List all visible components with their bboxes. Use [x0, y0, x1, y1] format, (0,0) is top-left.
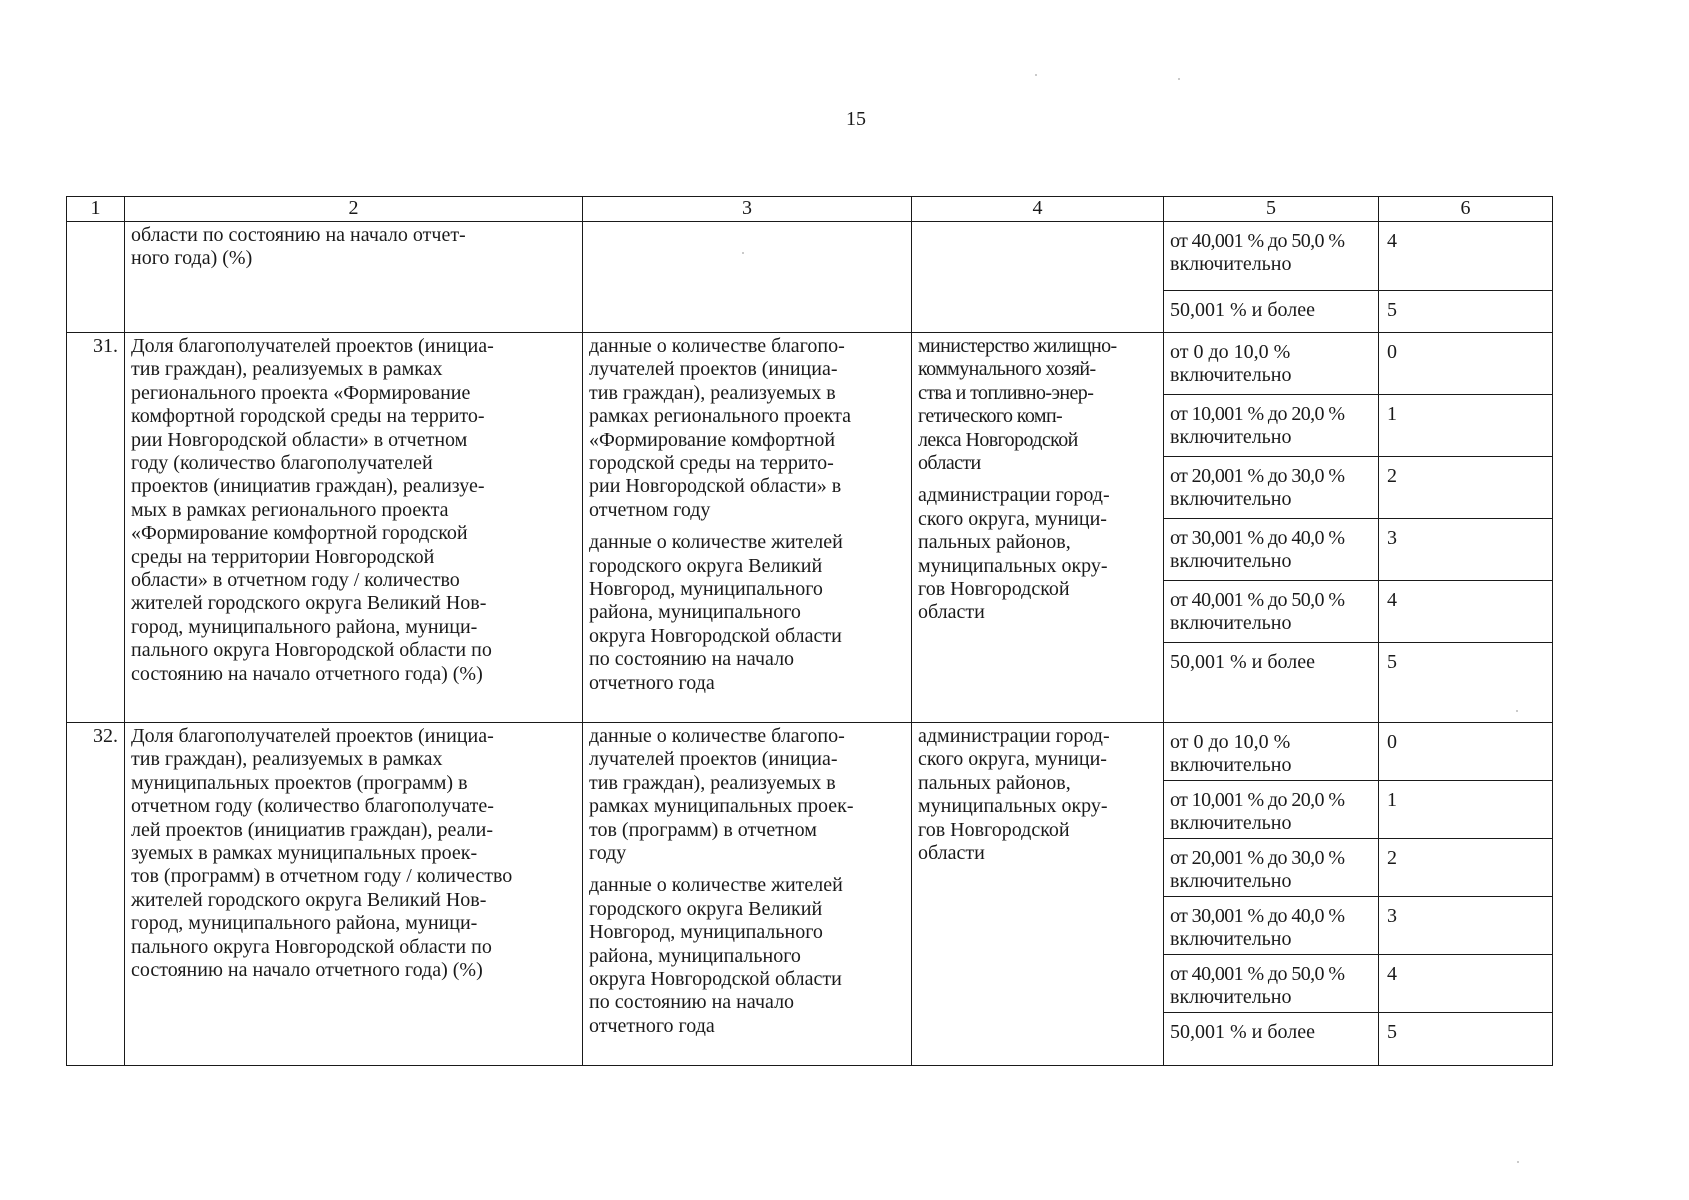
indicator-text: Доля благополучателей проектов (инициа- тив граждан), реализуемых в рамках регионального проекта «Формирование комфортной городской среды на террито- рии Новгородской области» в отчетном году (количество благополучателей проектов (инициатив граждан), реализуе- мых в рамках регионального проекта «Формирование комфортной городской среды на территории Новгородской области» в отчетном году / количество жителей городского округа Великий Нов- город, муниципального района, муници- пального округа Новгородской области по состоянию на начало отчетного года) (%) [125, 333, 583, 723]
criterion-range [1164, 723, 1379, 781]
criterion-range-text: 50,001 % и более [1170, 1021, 1316, 1043]
indicator-text: Доля благополучателей проектов (инициа- тив граждан), реализуемых в рамках муниципальных проектов (программ) в отчетном году (количество благополучате- лей проектов (инициатив граждан), реали- зуемых в рамках муниципальных проек- тов (программ) в отчетном году / количество жителей городского округа Великий Нов- город, муниципального района, муници- пального округа Новгородской области по состоянию на начало отчетного года) (%) [125, 723, 583, 1066]
indicator-row-31 [67, 333, 1553, 395]
column-number: 6 [1379, 197, 1553, 222]
criterion-range [1164, 897, 1379, 955]
data-source-text: данные о количестве благопо- лучателей проектов (инициа- тив граждан), реализуемых в рамках муниципальных проек- тов (программ) в отчетном году [589, 725, 854, 865]
indicators-table [66, 196, 1553, 1066]
criterion-range [1164, 457, 1379, 519]
criterion-range-text: от 40,001 % до 50,0 % [1170, 230, 1345, 252]
scan-speck [1517, 1161, 1519, 1163]
criterion-points: 0 [1379, 333, 1553, 395]
criterion-range-tail: включительно [1170, 550, 1292, 573]
column-number: 3 [583, 197, 912, 222]
column-number-row [67, 197, 1553, 222]
row-number: 32. [67, 723, 125, 1066]
indicator-text-continued: области по состоянию на начало отчет- ного года) (%) [125, 222, 583, 333]
criterion-range-tail: включительно [1170, 426, 1292, 449]
data-source-cell [583, 333, 912, 723]
criterion-range-tail: включительно [1170, 986, 1292, 1009]
criterion-range [1164, 955, 1379, 1013]
criterion-range-tail: включительно [1170, 364, 1292, 387]
data-source-text: данные о количестве жителей городского округа Великий Новгород, муниципального района, муниципального округа Новгородской области по состоянию на начало отчетного года [589, 874, 843, 1037]
criterion-range [1164, 519, 1379, 581]
criteria-row [67, 222, 1553, 291]
responsible-text: администрации город- ского округа, муници- пальных районов, муниципальных окру- гов Новгородской области [918, 725, 1110, 865]
criterion-range-text: от 0 до 10,0 % [1170, 731, 1291, 753]
criterion-range-text: от 40,001 % до 50,0 % [1170, 589, 1345, 611]
criterion-range [1164, 581, 1379, 643]
column-number: 2 [125, 197, 583, 222]
criterion-range [1164, 395, 1379, 457]
criterion-range [1164, 1013, 1379, 1066]
criterion-range-tail: включительно [1170, 870, 1292, 893]
criterion-points: 3 [1379, 897, 1553, 955]
criterion-range-text: от 0 до 10,0 % [1170, 341, 1291, 363]
criterion-range-tail: включительно [1170, 612, 1292, 635]
data-source-cell [583, 222, 912, 333]
criterion-range [1164, 781, 1379, 839]
column-number: 1 [67, 197, 125, 222]
criterion-range-text: от 10,001 % до 20,0 % [1170, 789, 1345, 811]
criterion-range [1164, 643, 1379, 723]
responsible-cell [912, 222, 1164, 333]
criterion-range-tail: включительно [1170, 488, 1292, 511]
criterion-points: 4 [1379, 581, 1553, 643]
scan-speck [1035, 74, 1037, 76]
responsible-cell [912, 333, 1164, 723]
data-source-cell [583, 723, 912, 1066]
criterion-range-tail: включительно [1170, 812, 1292, 835]
criterion-range-text: от 30,001 % до 40,0 % [1170, 527, 1345, 549]
responsible-text: министерство жилищно- коммунального хозяй- ства и топливно-энер- гетического комп- лекса Новгородской области [918, 335, 1117, 475]
criterion-points: 4 [1379, 955, 1553, 1013]
criterion-range [1164, 839, 1379, 897]
criterion-points: 0 [1379, 723, 1553, 781]
column-number: 5 [1164, 197, 1379, 222]
criterion-points: 4 [1379, 222, 1553, 291]
criterion-points: 5 [1379, 643, 1553, 723]
criterion-points: 1 [1379, 781, 1553, 839]
responsible-cell [912, 723, 1164, 1066]
criterion-range [1164, 333, 1379, 395]
page-number: 15 [846, 108, 866, 130]
criterion-range-tail: включительно [1170, 928, 1292, 951]
criterion-points: 2 [1379, 457, 1553, 519]
data-source-text: данные о количестве благопо- лучателей проектов (инициа- тив граждан), реализуемых в рамках регионального проекта «Формирование комфортной городской среды на террито- рии Новгородской области» в отчетном году [589, 335, 852, 521]
criterion-range-text: от 20,001 % до 30,0 % [1170, 847, 1345, 869]
criterion-range-tail: включительно [1170, 253, 1292, 276]
scan-speck [1178, 78, 1180, 80]
criterion-range-tail: включительно [1170, 754, 1292, 777]
row-number: 31. [67, 333, 125, 723]
criterion-points: 1 [1379, 395, 1553, 457]
data-source-text: данные о количестве жителей городского округа Великий Новгород, муниципального района, муниципального округа Новгородской области по состоянию на начало отчетного года [589, 531, 843, 694]
criterion-range [1164, 222, 1379, 291]
criterion-range-text: от 10,001 % до 20,0 % [1170, 403, 1345, 425]
indicator-row-32 [67, 723, 1553, 781]
criterion-points: 5 [1379, 1013, 1553, 1066]
criterion-range [1164, 291, 1379, 333]
criterion-points: 5 [1379, 291, 1553, 333]
criterion-range-text: 50,001 % и более [1170, 299, 1316, 321]
criterion-points: 3 [1379, 519, 1553, 581]
criterion-points: 2 [1379, 839, 1553, 897]
responsible-text: администрации город- ского округа, муници- пальных районов, муниципальных окру- гов Новгородской области [918, 484, 1110, 624]
column-number: 4 [912, 197, 1164, 222]
criterion-range-text: от 40,001 % до 50,0 % [1170, 963, 1345, 985]
row-number-cell [67, 222, 125, 333]
criterion-range-text: от 20,001 % до 30,0 % [1170, 465, 1345, 487]
criterion-range-text: 50,001 % и более [1170, 651, 1316, 673]
criterion-range-text: от 30,001 % до 40,0 % [1170, 905, 1345, 927]
